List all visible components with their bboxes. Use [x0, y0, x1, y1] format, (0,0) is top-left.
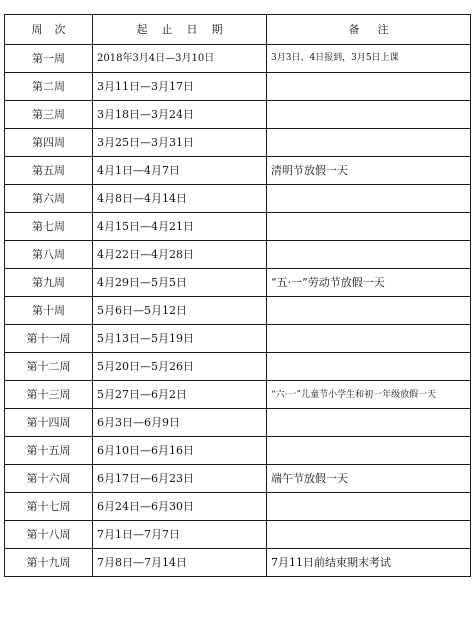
date-cell: 5月27日—6月2日: [93, 381, 267, 409]
week-cell: 第十九周: [5, 549, 93, 577]
week-cell: 第十周: [5, 297, 93, 325]
week-cell: 第一周: [5, 45, 93, 73]
table-row: [5, 73, 471, 101]
date-cell: 5月13日—5月19日: [93, 325, 267, 353]
note-cell: [267, 241, 471, 269]
table-row: [5, 213, 471, 241]
table-row: [5, 549, 471, 577]
date-cell: 5月20日—5月26日: [93, 353, 267, 381]
header-dates: 起止日期: [93, 15, 267, 45]
date-cell: 2018年3月4日—3月10日: [93, 45, 267, 73]
week-cell: 第十二周: [5, 353, 93, 381]
week-cell: 第九周: [5, 269, 93, 297]
date-cell: 4月29日—5月5日: [93, 269, 267, 297]
week-cell: 第七周: [5, 213, 93, 241]
week-cell: 第二周: [5, 73, 93, 101]
week-cell: 第十四周: [5, 409, 93, 437]
week-cell: 第十三周: [5, 381, 93, 409]
note-cell: 7月11日前结束期末考试: [267, 549, 471, 577]
date-cell: 3月25日—3月31日: [93, 129, 267, 157]
date-cell: 4月8日—4月14日: [93, 185, 267, 213]
table-row: [5, 129, 471, 157]
header-notes: 备注: [267, 15, 471, 45]
note-cell: “六·一”儿童节小学生和初一年级放假一天: [267, 381, 471, 409]
table-row: [5, 353, 471, 381]
week-cell: 第八周: [5, 241, 93, 269]
table-row: [5, 409, 471, 437]
week-cell: 第十一周: [5, 325, 93, 353]
table-row: [5, 381, 471, 409]
date-cell: 4月22日—4月28日: [93, 241, 267, 269]
week-cell: 第十六周: [5, 465, 93, 493]
week-cell: 第十五周: [5, 437, 93, 465]
table-row: [5, 521, 471, 549]
table-row: [5, 297, 471, 325]
table-row: [5, 437, 471, 465]
note-cell: [267, 185, 471, 213]
table-row: [5, 465, 471, 493]
week-cell: 第十七周: [5, 493, 93, 521]
date-cell: 4月15日—4月21日: [93, 213, 267, 241]
note-cell: [267, 213, 471, 241]
note-cell: [267, 101, 471, 129]
week-cell: 第六周: [5, 185, 93, 213]
date-cell: 3月18日—3月24日: [93, 101, 267, 129]
header-week: 周次: [5, 15, 93, 45]
table-row: [5, 493, 471, 521]
date-cell: 5月6日—5月12日: [93, 297, 267, 325]
date-cell: 6月3日—6月9日: [93, 409, 267, 437]
date-cell: 4月1日—4月7日: [93, 157, 267, 185]
date-cell: 3月11日—3月17日: [93, 73, 267, 101]
week-cell: 第五周: [5, 157, 93, 185]
note-cell: [267, 521, 471, 549]
week-cell: 第四周: [5, 129, 93, 157]
header-row: [5, 15, 471, 45]
date-cell: 6月24日—6月30日: [93, 493, 267, 521]
date-cell: 6月10日—6月16日: [93, 437, 267, 465]
note-cell: 清明节放假一天: [267, 157, 471, 185]
note-cell: [267, 493, 471, 521]
school-calendar-table: [4, 14, 471, 577]
note-cell: [267, 325, 471, 353]
table-row: [5, 101, 471, 129]
note-cell: [267, 353, 471, 381]
table-row: [5, 45, 471, 73]
note-cell: [267, 297, 471, 325]
note-cell: [267, 73, 471, 101]
table-row: [5, 185, 471, 213]
note-cell: [267, 409, 471, 437]
date-cell: 7月1日—7月7日: [93, 521, 267, 549]
table-row: [5, 157, 471, 185]
note-cell: “五·一”劳动节放假一天: [267, 269, 471, 297]
note-cell: [267, 437, 471, 465]
week-cell: 第三周: [5, 101, 93, 129]
note-cell: 3月3日、4日报到，3月5日上课: [267, 45, 471, 73]
note-cell: 端午节放假一天: [267, 465, 471, 493]
date-cell: 7月8日—7月14日: [93, 549, 267, 577]
table-row: [5, 241, 471, 269]
date-cell: 6月17日—6月23日: [93, 465, 267, 493]
table-row: [5, 269, 471, 297]
note-cell: [267, 129, 471, 157]
table-row: [5, 325, 471, 353]
week-cell: 第十八周: [5, 521, 93, 549]
